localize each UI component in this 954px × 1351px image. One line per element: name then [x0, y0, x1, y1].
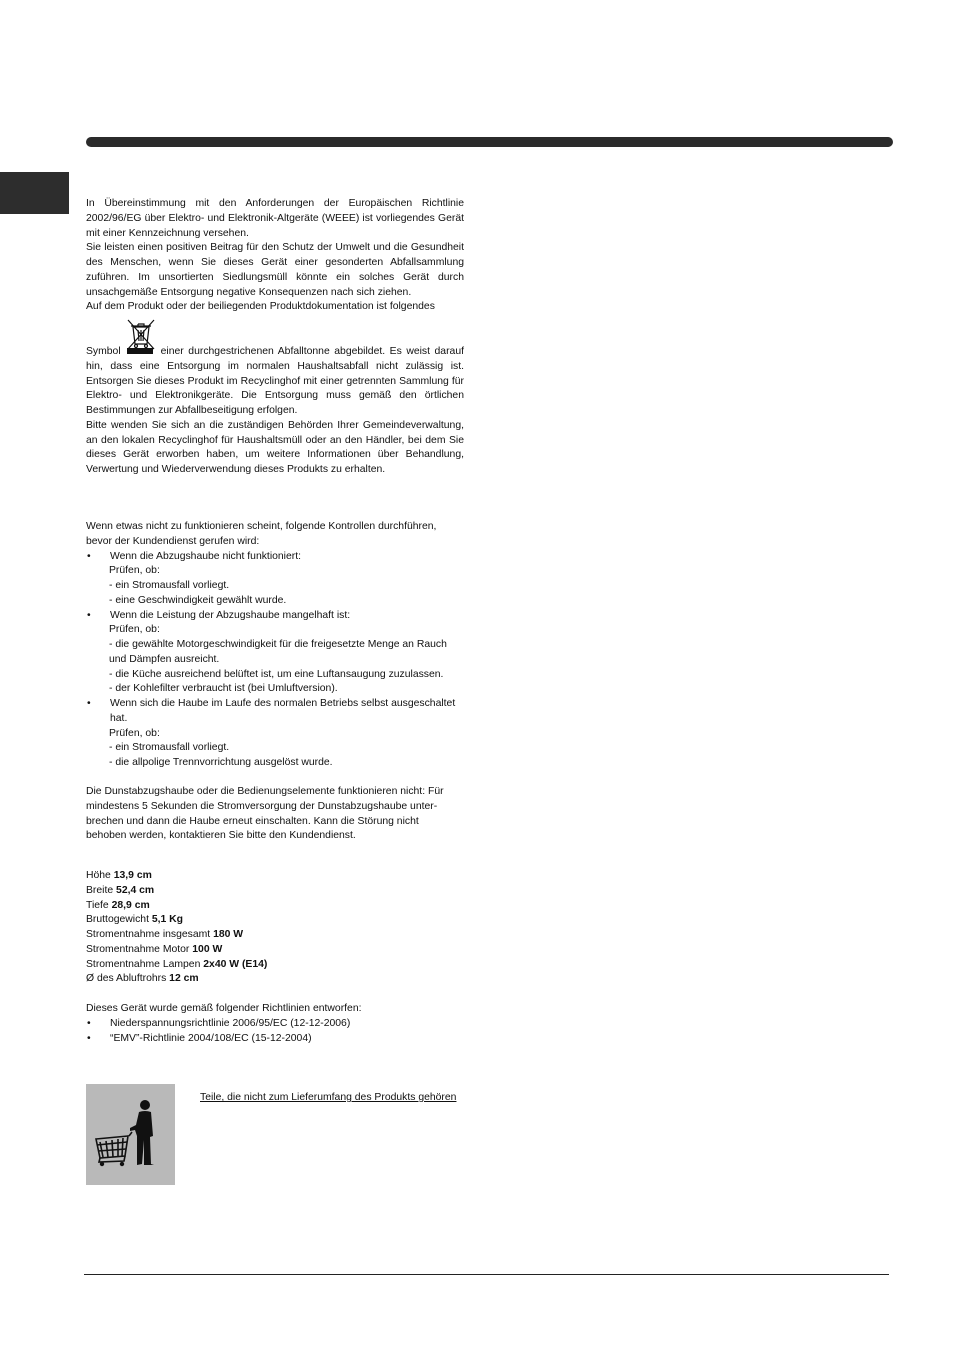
spec-label: Ø des Abluftrohrs: [86, 973, 167, 985]
person-with-shopping-cart-icon: [86, 1084, 175, 1185]
check-line: Prüfen, ob:: [109, 624, 160, 636]
weee-paragraph-4-rest: einer durchgestrichenen Abfalltonne abgebildet. Es weist darauf hin, dass eine Entsorgung im normalen Haushaltsabfall nicht zulässig ist. Entsorgen Sie dieses Produkt im Recyclinghof mit einer getrennten Sammlung für Elektro- und Elektronikgeräte. Die Entsorgung muss gemäß den örtlichen Bestimmungen zur Abfallbeseitigung erfolgen.: [86, 346, 464, 416]
spec-value: 12 cm: [169, 973, 199, 985]
bullet-mark: •: [87, 550, 91, 562]
spec-value: 100 W: [192, 943, 223, 955]
troubleshooting-item: [86, 697, 464, 727]
spec-label: Stromentnahme insgesamt: [86, 929, 211, 940]
spec-row: [86, 972, 464, 987]
spec-value: 5,1 Kg: [151, 914, 184, 926]
directive-text: “EMV”-Richtlinie 2004/108/EC (15-12-2004): [110, 1032, 312, 1044]
troubleshooting-item-title: Wenn sich die Haube im Laufe des normalen Betriebs selbst ausgeschaltet hat.: [110, 698, 456, 724]
troubleshooting-item: [86, 550, 464, 565]
symbol-word: Symbol: [86, 346, 121, 357]
weee-paragraph-5: Bitte wenden Sie sich an die zuständigen Behörden Ihrer Gemeindeverwaltung, an den lokalen Recyclinghof für Haushaltsmüll oder an den Händler, bei dem Sie dieses Gerät erworben haben, um weitere Informationen über Behandlung, Verwertung und Wiederverwendung dieses Produkts zu erhalten.: [86, 419, 464, 475]
weee-paragraph-2: Sie leisten einen positiven Beitrag für den Schutz der Umwelt und die Gesundheit des Menschen, wenn Sie dieses Gerät einer gesonderten Abfallsammlung zuführen. Im unsortierten Siedlungsmüll könnte ein solches Gerät durch unsachgemäße Entsorgung negative Konsequenzen nach sich ziehen.: [86, 242, 464, 298]
check-line: - die gewählte Motorgeschwindigkeit für die freigesetzte Menge an Rauch und Dämpfen ausreicht.: [109, 639, 447, 665]
reset-paragraph: [86, 785, 464, 844]
troubleshooting-intro-2: bevor der Kundendienst gerufen wird:: [86, 535, 260, 547]
reset-line: mindestens 5 Sekunden die Stromversorgung der Dunstabzugshaube unter-: [86, 800, 438, 812]
check-line: Prüfen, ob:: [109, 727, 160, 739]
check-line: - eine Geschwindigkeit gewählt wurde.: [109, 594, 287, 606]
check-line: Prüfen, ob:: [109, 565, 160, 577]
directive-text: Niederspannungsrichtlinie 2006/95/EC (12-12-2006): [110, 1017, 351, 1029]
bullet-mark: •: [87, 1032, 91, 1044]
reset-line: behoben werden, kontaktieren Sie bitte den Kundendienst.: [86, 830, 356, 842]
directive-item: [86, 1017, 464, 1032]
troubleshooting-item-title: Wenn die Leistung der Abzugshaube mangelhaft ist:: [110, 609, 351, 621]
spec-value: 13,9 cm: [113, 870, 152, 881]
spec-row: [86, 884, 464, 899]
spec-row: [86, 928, 464, 943]
weee-paragraph-3: Auf dem Produkt oder der beiliegenden Produktdokumentation ist folgendes: [86, 301, 435, 313]
spec-value: 28,9 cm: [111, 899, 150, 911]
spec-label: Höhe: [86, 870, 111, 881]
troubleshooting-item-title: Wenn die Abzugshaube nicht funktioniert:: [110, 550, 302, 562]
spec-label: Stromentnahme Lampen: [86, 958, 201, 970]
shopping-cart-icon-box: [86, 1084, 175, 1185]
troubleshooting-item: [86, 609, 464, 624]
spec-label: Breite: [86, 884, 114, 896]
weee-paragraph-4: [86, 345, 464, 419]
directives-intro: Dieses Gerät wurde gemäß folgender Richtlinien entworfen:: [86, 1003, 362, 1014]
spec-row: [86, 899, 464, 914]
reset-line: Die Dunstabzugshaube oder die Bedienungselemente funktionieren nicht: Für: [86, 786, 444, 797]
bullet-mark: •: [87, 609, 91, 621]
top-header-bar: [86, 137, 893, 147]
spec-row: [86, 869, 464, 884]
bullet-mark: •: [87, 1017, 91, 1029]
spec-value: 2x40 W (E14): [203, 958, 268, 970]
spec-row: [86, 943, 464, 958]
check-line: - ein Stromausfall vorliegt.: [109, 580, 230, 591]
troubleshooting-section: [86, 520, 464, 771]
weee-section: [86, 197, 464, 478]
check-line: - die Küche ausreichend belüftet ist, um eine Luftansaugung zuzulassen.: [109, 668, 444, 680]
reset-line: brechen und dann die Haube erneut einschalten. Kann die Störung nicht: [86, 815, 419, 827]
check-line: - ein Stromausfall vorliegt.: [109, 742, 230, 754]
not-included-caption: Teile, die nicht zum Lieferumfang des Produkts gehören: [200, 1092, 457, 1103]
directive-item: [86, 1032, 464, 1047]
footer-rule: [84, 1274, 889, 1275]
spec-row: [86, 958, 464, 973]
spec-label: Bruttogewicht: [86, 914, 149, 926]
directives-section: [86, 1002, 464, 1046]
spec-value: 180 W: [213, 929, 244, 940]
spec-value: 52,4 cm: [116, 884, 155, 896]
language-tab-marker: [0, 172, 69, 214]
check-line: - die allpolige Trennvorrichtung ausgelöst wurde.: [109, 757, 333, 768]
spec-label: Stromentnahme Motor: [86, 943, 190, 955]
technical-specs: [86, 869, 464, 987]
crossed-out-bin-icon: [124, 317, 158, 351]
spec-row: [86, 913, 464, 928]
spec-label: Tiefe: [86, 899, 109, 911]
bullet-mark: •: [87, 698, 91, 709]
check-line: - der Kohlefilter verbraucht ist (bei Umluftversion).: [109, 683, 338, 695]
troubleshooting-intro-1: Wenn etwas nicht zu funktionieren scheint, folgende Kontrollen durchführen,: [86, 521, 437, 532]
weee-paragraph-1: In Übereinstimmung mit den Anforderungen der Europäischen Richtlinie 2002/96/EG über Elektro- und Elektronik-Altgeräte (WEEE) ist vorliegendes Gerät mit einer Kennzeichnung versehen.: [86, 198, 464, 239]
weee-symbol-row: [86, 315, 464, 345]
